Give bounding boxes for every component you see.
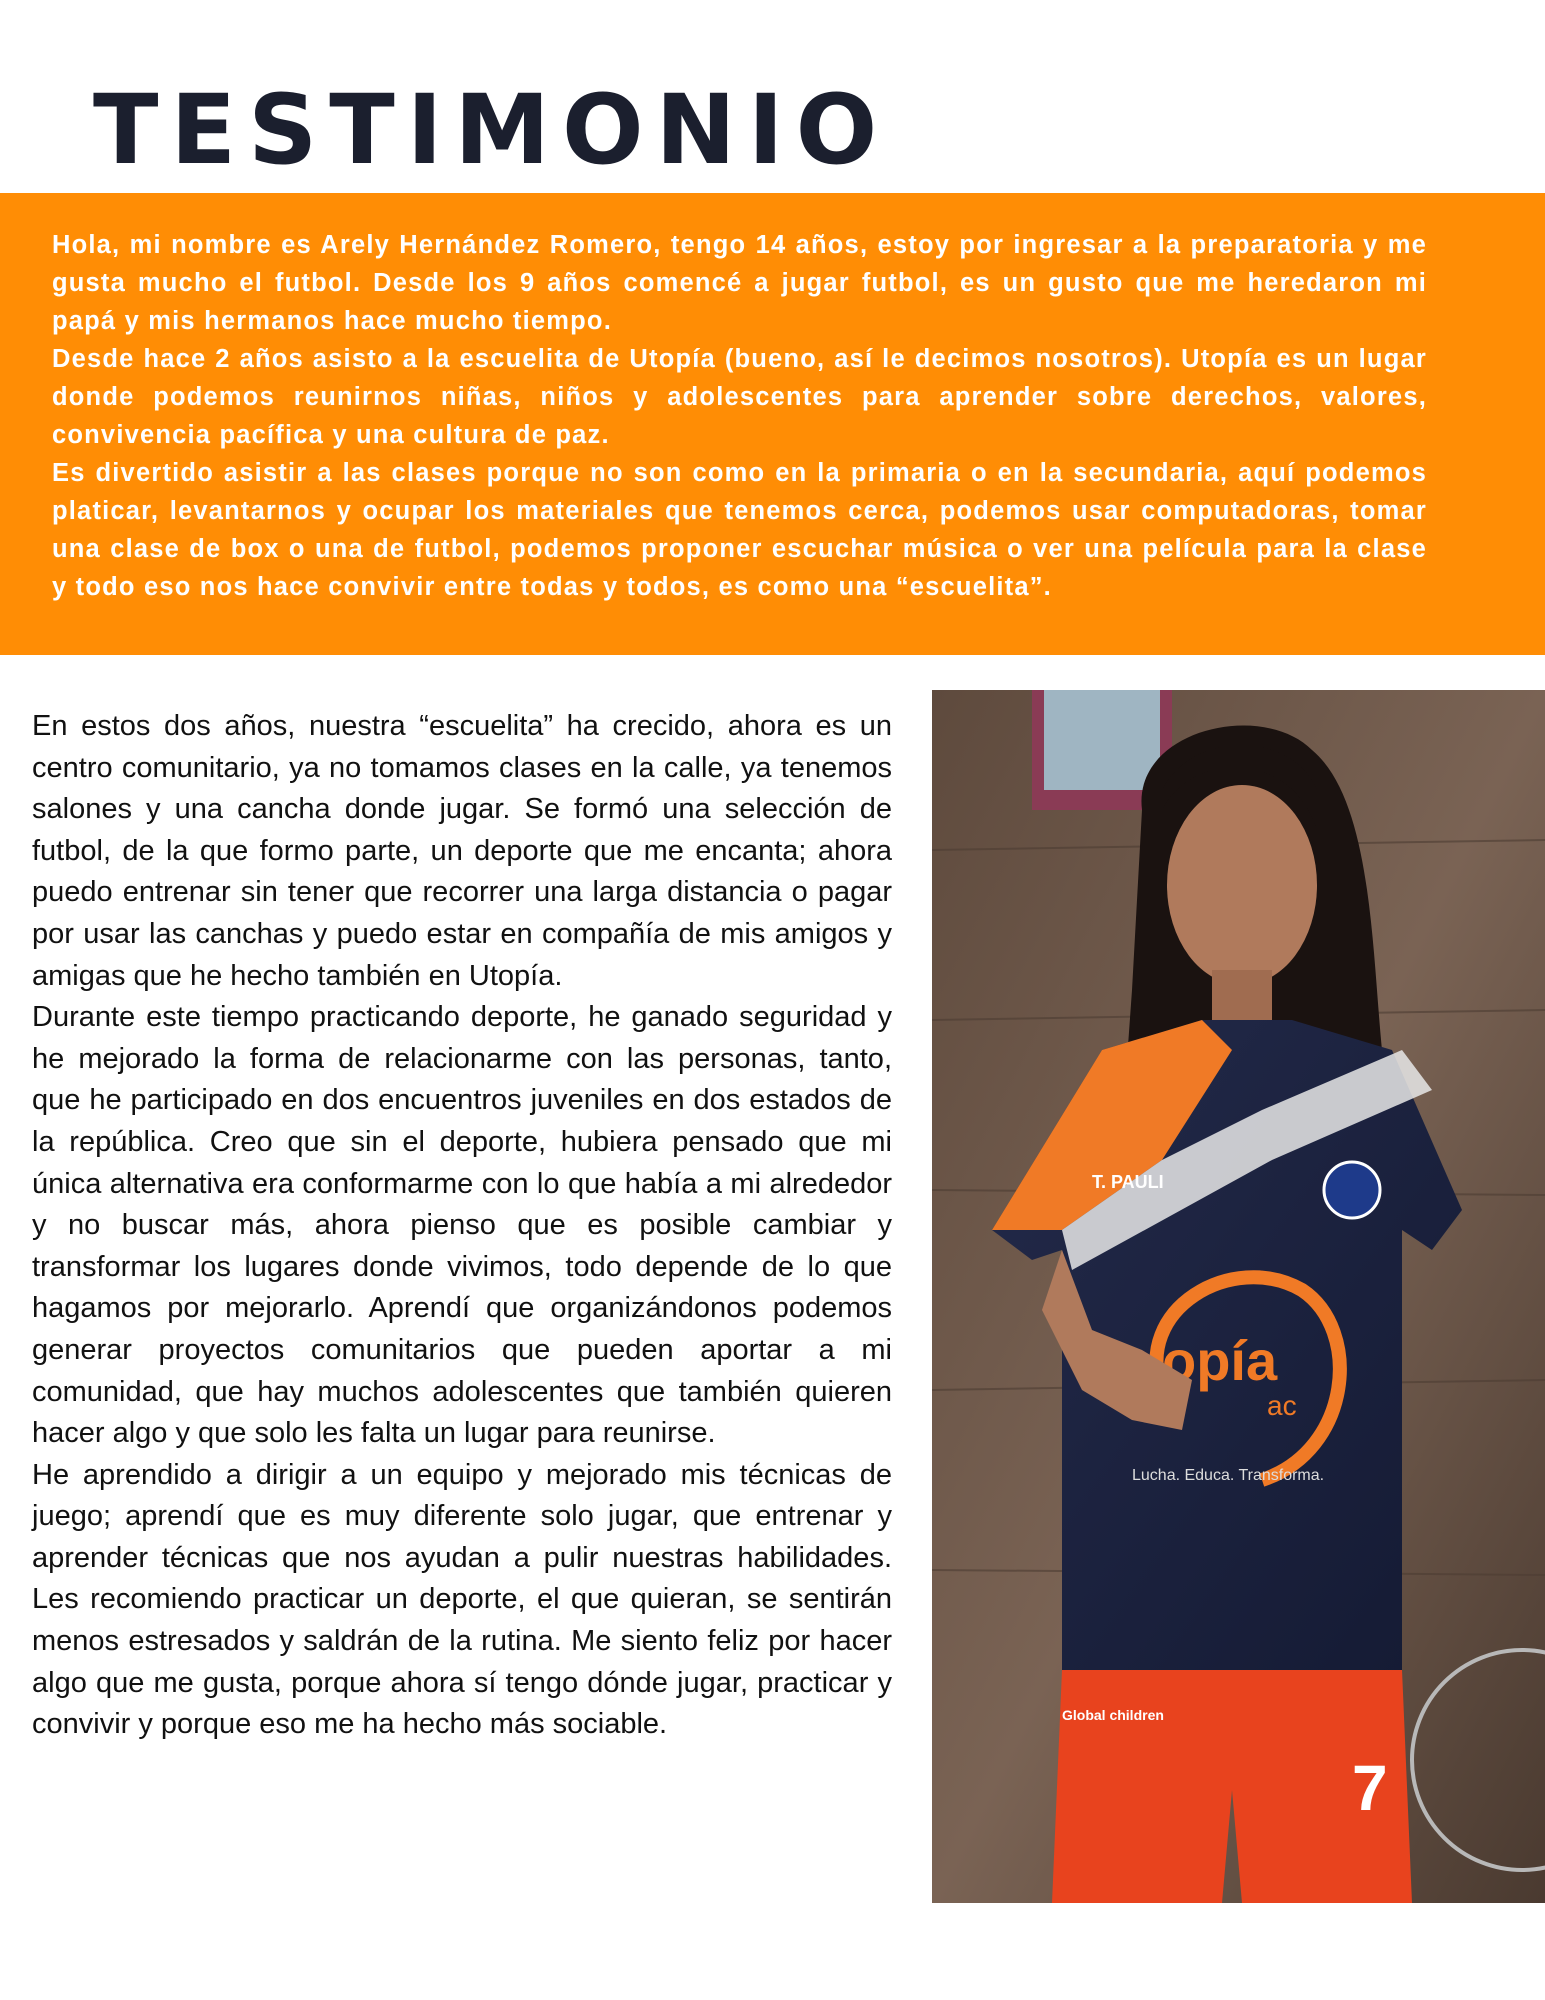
jersey-logo-sub: ac (1267, 1390, 1297, 1421)
intro-banner (0, 193, 1545, 655)
intro-paragraph: Es divertido asistir a las clases porque no son como en la primaria o en la secundaria, aquí podemos platicar, levantarnos y ocupar los materiales que tenemos cerca, podemos usar computadoras, tomar una clase de box o una de futbol, podemos proponer escuchar música o ver una película para la clase y todo eso nos hace convivir entre todas y todos, es como una “escuelita”. (52, 459, 1427, 601)
jersey-logo: opía (1162, 1329, 1278, 1392)
body-paragraph: He aprendido a dirigir a un equipo y mejorado mis técnicas de juego; aprendí que es muy diferente solo jugar, que entrenar y aprender técnicas que nos ayudan a pulir nuestras habilidades. Les recomiendo practicar un deporte, el que quieran, se sentirán menos estresados y saldrán de la rutina. Me siento feliz por hacer algo que me gusta, porque ahora sí tengo dónde jugar, practicar y convivir y porque eso me ha hecho más sociable. (32, 1458, 892, 1741)
jersey-sponsor: T. PAULI (1092, 1172, 1164, 1192)
shorts-number: 7 (1352, 1752, 1388, 1824)
body-paragraph: En estos dos años, nuestra “escuelita” ha crecido, ahora es un centro comunitario, ya no tomamos clases en la calle, ya tenemos salones y una cancha donde jugar. Se formó una selección de futbol, de la que formo parte, un deporte que me encanta; ahora puedo entrenar sin tener que recorrer una larga distancia o pagar por usar las canchas y puedo estar en compañía de mis amigos y amigas que he hecho también en Utopía. (32, 710, 892, 992)
intro-paragraph: Hola, mi nombre es Arely Hernández Romero, tengo 14 años, estoy por ingresar a la preparatoria y me gusta mucho el futbol. Desde los 9 años comencé a jugar futbol, es un gusto que me heredaron mi papá y mis hermanos hace mucho tiempo. (52, 231, 1427, 335)
shorts-sponsor: Global children (1062, 1707, 1164, 1723)
player-photo (932, 690, 1545, 1903)
testimonial-body (32, 706, 892, 1746)
intro-paragraph: Desde hace 2 años asisto a la escuelita de Utopía (bueno, así le decimos nosotros). Utopía es un lugar donde podemos reunirnos niñas, niños y adolescentes para aprender sobre derechos, valores, convivencia pacífica y una cultura de paz. (52, 345, 1427, 449)
face (1167, 785, 1317, 985)
body-paragraph: Durante este tiempo practicando deporte, he ganado seguridad y he mejorado la forma de relacionarme con las personas, tanto, que he participado en dos encuentros juveniles en dos estados de la república. Creo que sin el deporte, hubiera pensado que mi única alternativa era conformarme con lo que había a mi alrededor y no buscar más, ahora pienso que es posible cambiar y transformar los lugares donde vivimos, todo depende de lo que hagamos por mejorarlo. Aprendí que organizándonos podemos generar proyectos comunitarios que pueden aportar a mi comunidad, que hay muchos adolescentes que también quieren hacer algo y que solo les falta un lugar para reunirse. (32, 1001, 892, 1450)
club-badge (1324, 1162, 1380, 1218)
page-title: TESTIMONIO (93, 74, 890, 186)
jersey-slogan: Lucha. Educa. Transforma. (1132, 1467, 1325, 1484)
